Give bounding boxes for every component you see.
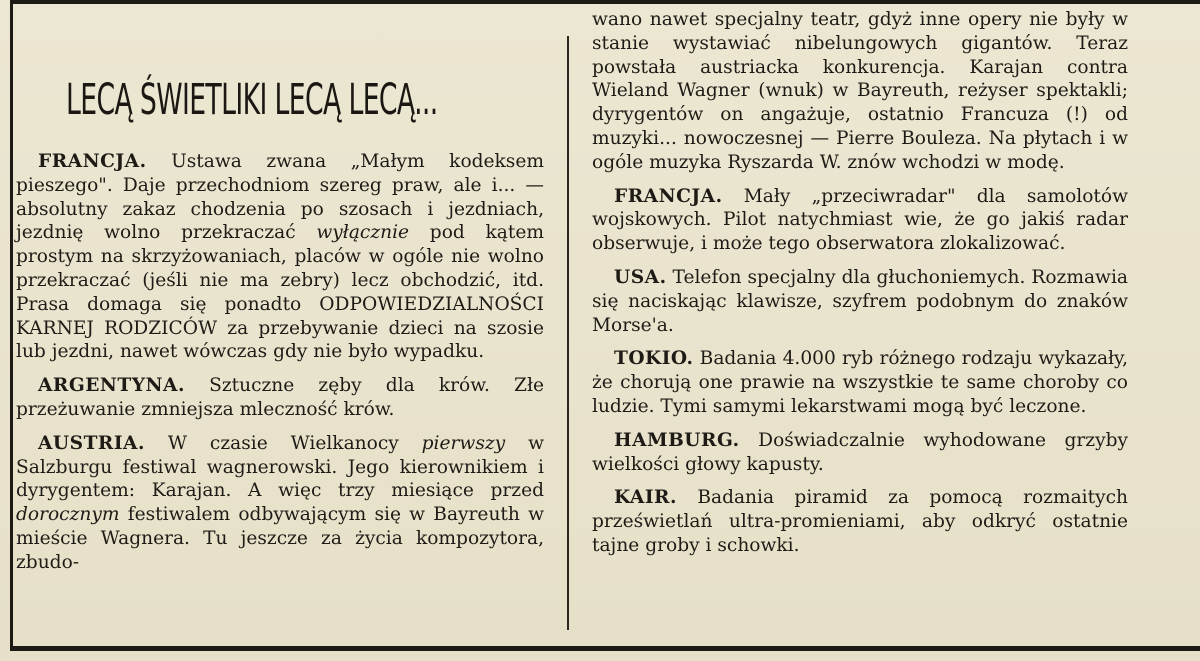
bottom-rule (10, 646, 1200, 651)
right-column (592, 8, 1128, 568)
news-item-text: festiwalem odbywającym się w Bayreuth w mieście Wagnera. Tu jeszcze za życia kompozytora, zbudo- (16, 504, 544, 573)
headline: LECĄ ŚWIETLIKI LECĄ LECĄ... (66, 75, 438, 125)
column-divider (567, 36, 569, 630)
news-item (16, 150, 544, 364)
news-item-text: Ustawa zwana „Małym kodeksem pieszego". Daje przechodniom szereg praw, ale i... — absolutny zakaz chodzenia po szosach i jezdniach, jezdnię wolno przekraczać (16, 151, 544, 244)
news-item-keyword: HAMBURG. (614, 429, 740, 451)
news-item-keyword: USA. (614, 266, 667, 288)
left-rule (10, 0, 13, 651)
news-item-text: pod kątem prostym na skrzyżowaniach, placów w ogóle nie wolno przekraczać (jeśli nie ma zebry) lecz obchodzić, itd. Prasa domaga się ponadto ODPOWIEDZIALNOŚCI KARNEJ RODZICÓW za przebywanie dzieci na szosie lub jezdni, nawet wówczas gdy nie było wypadku. (16, 222, 544, 363)
news-item-keyword: FRANCJA. (614, 185, 723, 207)
news-item-text: Mały „przeciwradar" dla samolotów wojskowych. Pilot natychmiast wie, że go jakiś radar obserwuje, i może tego obserwatora zlokalizować. (592, 185, 1128, 255)
left-column (16, 150, 544, 585)
news-item-keyword: FRANCJA. (38, 151, 147, 172)
news-item-emphasis: pierwszy (421, 432, 506, 454)
news-item-text: Telefon specjalny dla głuchoniemych. Rozmawia się naciskając klawisze, szyfrem podobnym do znaków Morse'a. (592, 266, 1128, 336)
top-rule (10, 0, 1200, 4)
news-item-text: Badania 4.000 ryb różnego rodzaju wykazały, że chorują one prawie na wszystkie te same choroby co ludzie. Tymi samymi lekarstwami mogą być leczone. (592, 348, 1128, 417)
news-item-keyword: TOKIO. (614, 348, 694, 370)
news-item (592, 429, 1128, 477)
news-item (592, 347, 1128, 418)
news-item-text: Doświadczalnie wyhodowane grzyby wielkości głowy kapusty. (592, 429, 1128, 475)
news-item-emphasis: wyłącznie (316, 222, 410, 244)
news-item-keyword: KAIR. (614, 487, 677, 509)
news-item (592, 8, 1128, 175)
news-item-keyword: AUSTRIA. (38, 432, 145, 454)
news-item-emphasis: dorocznym (16, 504, 120, 526)
news-item (592, 266, 1128, 337)
news-item-text: Badania piramid za pomocą rozmaitych prześwietlań ultra-promieniami, aby odkryć ostatnie tajne groby i schowki. (592, 487, 1128, 556)
news-item-text: W czasie Wielkanocy (144, 432, 422, 454)
news-item (592, 185, 1128, 256)
news-item-text: Sztuczne zęby dla krów. Złe przeżuwanie zmniejsza mleczność krów. (16, 375, 544, 420)
news-item (16, 432, 544, 575)
news-item-keyword: ARGENTYNA. (38, 375, 185, 397)
news-item (592, 486, 1128, 557)
news-item-text: w Salzburgu festiwal wagnerowski. Jego kierownikiem i dyrygentem: Karajan. A więc trzy miesiące przed (16, 432, 544, 502)
news-item (16, 374, 544, 422)
news-item-text: wano nawet specjalny teatr, gdyż inne opery nie były w stanie wystawiać nibelungowych gigantów. Teraz powstała austriacka konkurencja. Karajan contra Wieland Wagner (wnuk) w Bayreuth, reżyser spektakli; dyrygentów on angażuje, ostatnio Francuza (!) od muzyki... nowoczesnej — Pierre Bouleza. Na płytach i w ogóle muzyka Ryszarda W. znów wchodzi w modę. (592, 9, 1128, 173)
